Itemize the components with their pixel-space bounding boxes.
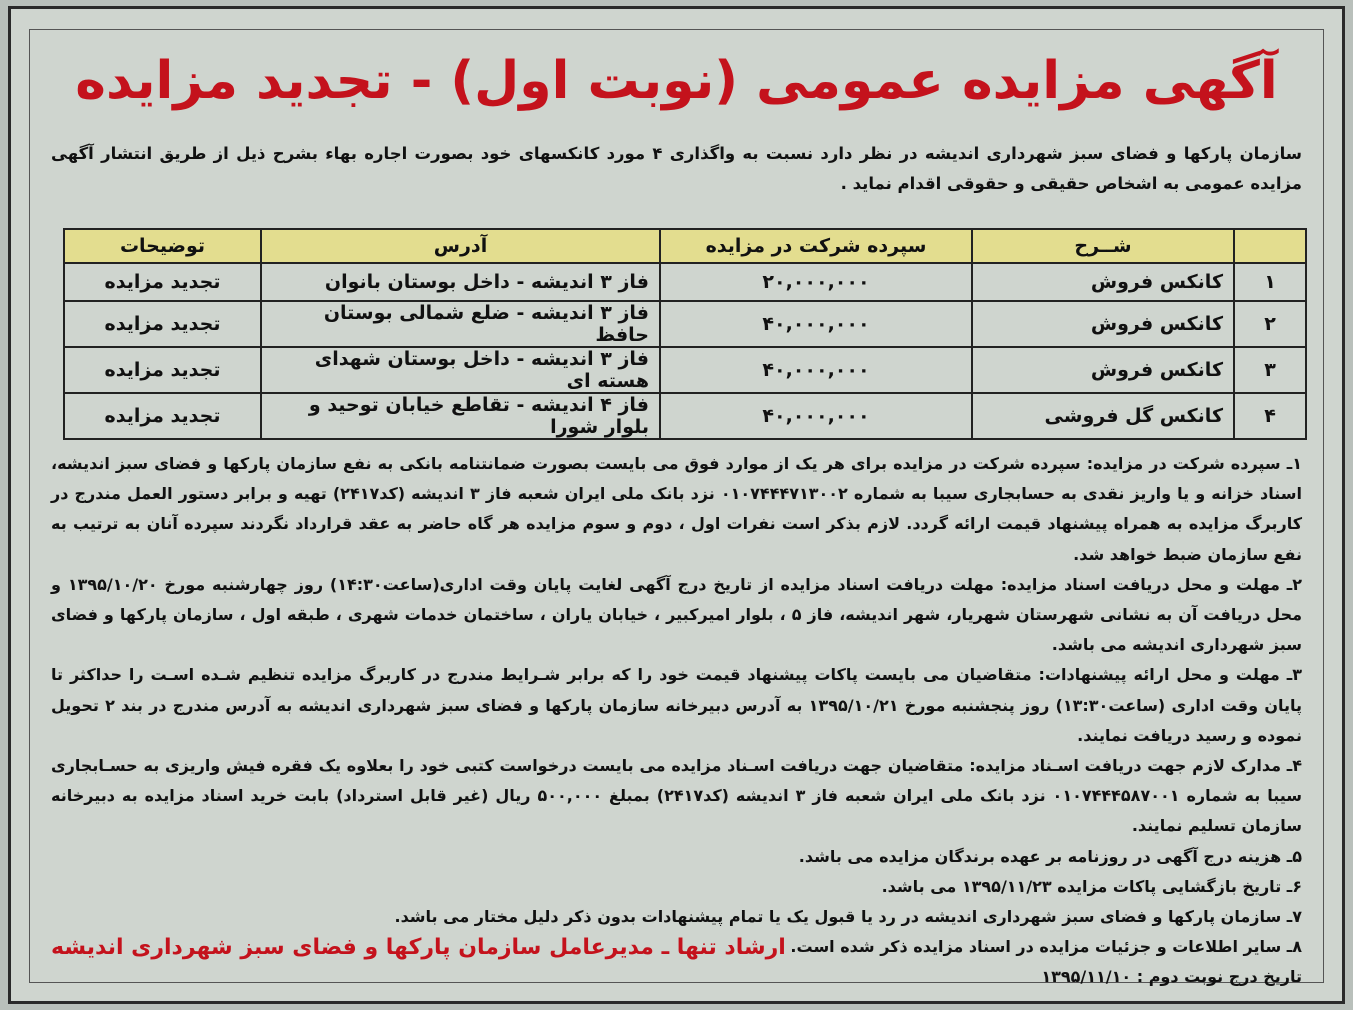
term-item: ۳ـ مهلت و محل ارائه پیشنهادات: متقاضیان می بایست پاکات پیشنهاد قیمت خود را که برابر شـرایط مندرج در کاربرگ مزایده تنظیم شـده اسـت را حداکثر تا پایان وقت اداری (ساعت۱۳:۳۰) روز پنجشنبه مورخ ۱۳۹۵/۱۰/۲۱ به آدرس دبیرخانه سازمان پارکها و فضای سبز شهرداری اندیشه به آدرس مندرج در بند ۲ تحویل نموده و رسید دریافت نمایند. <box>51 665 1303 745</box>
row-description: کانکس فروش <box>972 301 1234 347</box>
row-description: کانکس گل فروشی <box>972 393 1234 439</box>
row-deposit: ۴۰,۰۰۰,۰۰۰ <box>660 301 972 347</box>
row-address: فاز ۳ اندیشه - داخل بوستان بانوان <box>261 263 660 301</box>
header-description: شــرح <box>972 229 1234 263</box>
terms-section <box>51 449 1302 993</box>
term-item: ۵ـ هزینه درج آگهی در روزنامه بر عهده برندگان مزایده می باشد. <box>798 846 1302 866</box>
table-row <box>64 393 1306 439</box>
announcement-title: آگهی مزایده عمومی (نوبت اول) - تجدید مزایده <box>75 51 1278 111</box>
row-address: فاز ۴ اندیشه - تقاطع خیابان توحید و بلوار شورا <box>261 393 660 439</box>
header-notes: توضیحات <box>64 229 261 263</box>
row-address: فاز ۳ اندیشه - داخل بوستان شهدای هسته ای <box>261 347 660 393</box>
table-row <box>64 301 1306 347</box>
row-description: کانکس فروش <box>972 263 1234 301</box>
table-row <box>64 347 1306 393</box>
term-item: ۶ـ تاریخ بازگشایی پاکات مزایده ۱۳۹۵/۱۱/۲۳ می باشد. <box>881 876 1302 896</box>
row-notes: تجدید مزایده <box>64 347 261 393</box>
row-description: کانکس فروش <box>972 347 1234 393</box>
row-number: ۴ <box>1234 393 1306 439</box>
table-row <box>64 263 1306 301</box>
term-item: ۷ـ سازمان پارکها و فضای سبز شهرداری اندیشه در رد یا قبول یک یا تمام پیشنهادات بدون ذکر دلیل مختار می باشد. <box>394 907 1302 927</box>
header-num <box>1234 229 1306 263</box>
table-header-row <box>64 229 1306 263</box>
row-notes: تجدید مزایده <box>64 263 261 301</box>
row-notes: تجدید مزایده <box>64 393 261 439</box>
header-deposit: سپرده شرکت در مزایده <box>660 229 972 263</box>
second-publication-date: تاریخ درج نوبت دوم : ۱۳۹۵/۱۱/۱۰ <box>1041 967 1302 987</box>
announcement-paper <box>8 6 1345 1004</box>
intro-paragraph: سازمان پارکها و فضای سبز شهرداری اندیشه در نظر دارد نسبت به واگذاری ۴ مورد کانکسهای خود بصورت اجاره بهاء بشرح ذیل از طریق انتشار آگهی مزایده عمومی به اشخاص حقیقی و حقوقی اقدام نماید . <box>51 144 1302 193</box>
term-item: ۲ـ مهلت و محل دریافت اسناد مزایده: مهلت دریافت اسناد مزایده از تاریخ درج آگهی لغایت پایان وقت اداری(ساعت۱۴:۳۰) روز چهارشنبه مورخ ۱۳۹۵/۱۰/۲۰ و محل دریافت آن به نشانی شهرستان شهریار، شهر اندیشه، فاز ۵ ، بلوار امیرکبیر ، خیابان یاران ، ساختمان خدمات شهری ، طبقه اول ، سازمان پارکها و فضای سبز شهرداری اندیشه می باشد. <box>51 574 1303 655</box>
header-address: آدرس <box>261 229 660 263</box>
term-item: ۴ـ مدارک لازم جهت دریافت اسـناد مزایده: متقاضیان جهت دریافت اسـناد مزایده می بایست درخواست کتبی خود را بعلاوه یک فقره فیش واریزی به حسـابجاری سیبا به شماره ۰۱۰۷۴۴۴۵۸۷۰۰۱ نزد بانک ملی ایران شعبه فاز ۳ اندیشه (کد۲۴۱۷) بمبلغ ۵۰۰,۰۰۰ ریال (غیر قابل استرداد) بابت خرید اسناد مزایده به دبیرخانه سازمان تسلیم نمایند. <box>51 756 1302 836</box>
row-deposit: ۴۰,۰۰۰,۰۰۰ <box>660 393 972 439</box>
term-item: ۱ـ سپرده شرکت در مزایده: سپرده شرکت در مزایده برای هر یک از موارد فوق می بایست بصورت ضمانتنامه بانکی به نفع سازمان پارکها و فضای سبز اندیشه، اسناد خزانه و یا واریز نقدی به حسابجاری سیبا به شماره ۰۱۰۷۴۴۴۷۱۳۰۰۲ نزد بانک ملی ایران شعبه فاز ۳ اندیشه (کد۲۴۱۷) تهیه و برابر دستور العمل مندرج در کاربرگ مزایده به همراه پیشنهاد قیمت ارائه گردد. لازم بذکر است نفرات اول ، دوم و سوم مزایده هر گاه حاضر به عقد قرارداد نگردند سپرده آنان به ترتیب به نفع سازمان ضبط خواهد شد. <box>51 454 1302 564</box>
signature-line: ارشاد تنها ـ مدیرعامل سازمان پارکها و فضای سبز شهرداری اندیشه <box>51 935 786 960</box>
row-number: ۱ <box>1234 263 1306 301</box>
row-notes: تجدید مزایده <box>64 301 261 347</box>
row-number: ۲ <box>1234 301 1306 347</box>
row-address: فاز ۳ اندیشه - ضلع شمالی بوستان حافظ <box>261 301 660 347</box>
row-number: ۳ <box>1234 347 1306 393</box>
items-table <box>63 228 1307 440</box>
row-deposit: ۴۰,۰۰۰,۰۰۰ <box>660 347 972 393</box>
term-item: ۸ـ سایر اطلاعات و جزئیات مزایده در اسناد مزایده ذکر شده است. <box>790 937 1302 957</box>
row-deposit: ۲۰,۰۰۰,۰۰۰ <box>660 263 972 301</box>
